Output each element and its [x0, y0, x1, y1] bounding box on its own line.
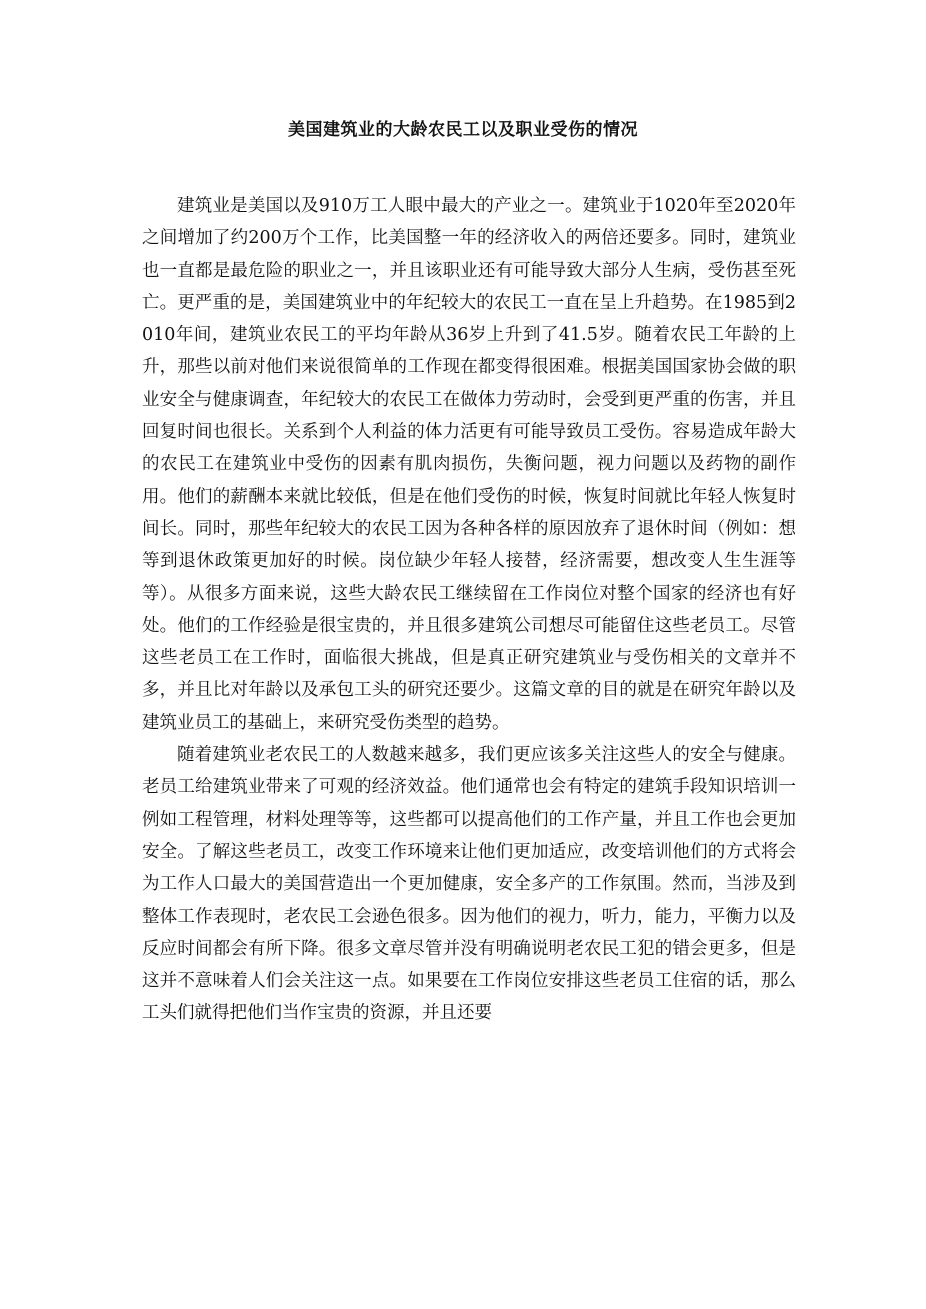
document-body: [142, 190, 796, 1030]
paragraph-1: 建筑业是美国以及910万工人眼中最大的产业之一。建筑业于1020年至2020年之间增加了约200万个工作，比美国整一年的经济收入的两倍还要多。同时，建筑业也一直都是最危险的职业之一，并且该职业还有可能导致大部分人生病，受伤甚至死亡。更严重的是，美国建筑业中的年纪较大的农民工一直在呈上升趋势。在1985到2010年间，建筑业农民工的平均年龄从36岁上升到了41.5岁。随着农民工年龄的上升，那些以前对他们来说很简单的工作现在都变得很困难。根据美国国家协会做的职业安全与健康调查，年纪较大的农民工在做体力劳动时，会受到更严重的伤害，并且回复时间也很长。关系到个人利益的体力活更有可能导致员工受伤。容易造成年龄大的农民工在建筑业中受伤的因素有肌肉损伤，失衡问题，视力问题以及药物的副作用。他们的薪酬本来就比较低，但是在他们受伤的时候，恢复时间就比年轻人恢复时间长。同时，那些年纪较大的农民工因为各种各样的原因放弃了退休时间（例如：想等到退休政策更加好的时候。岗位缺少年轻人接替，经济需要，想改变人生生涯等等）。从很多方面来说，这些大龄农民工继续留在工作岗位对整个国家的经济也有好处。他们的工作经验是很宝贵的，并且很多建筑公司想尽可能留住这些老员工。尽管这些老员工在工作时，面临很大挑战，但是真正研究建筑业与受伤相关的文章并不多，并且比对年龄以及承包工头的研究还要少。这篇文章的目的就是在研究年龄以及建筑业员工的基础上，来研究受伤类型的趋势。: [142, 196, 796, 733]
paragraph-2: 随着建筑业老农民工的人数越来越多，我们更应该多关注这些人的安全与健康。老员工给建筑业带来了可观的经济效益。他们通常也会有特定的建筑手段知识培训一例如工程管理，材料处理等等，这些都可以提高他们的工作产量，并且工作也会更加安全。了解这些老员工，改变工作环境来让他们更加适应，改变培训他们的方式将会为工作人口最大的美国营造出一个更加健康，安全多产的工作氛围。然而，当涉及到整体工作表现时，老农民工会逊色很多。因为他们的视力，听力，能力，平衡力以及反应时间都会有所下降。很多文章尽管并没有明确说明老农民工犯的错会更多，但是这并不意味着人们会关注这一点。如果要在工作岗位安排这些老员工住宿的话，那么工头们就得把他们当作宝贵的资源，并且还要: [142, 745, 796, 1024]
document-title: 美国建筑业的大龄农民工以及职业受伤的情况: [288, 120, 638, 140]
